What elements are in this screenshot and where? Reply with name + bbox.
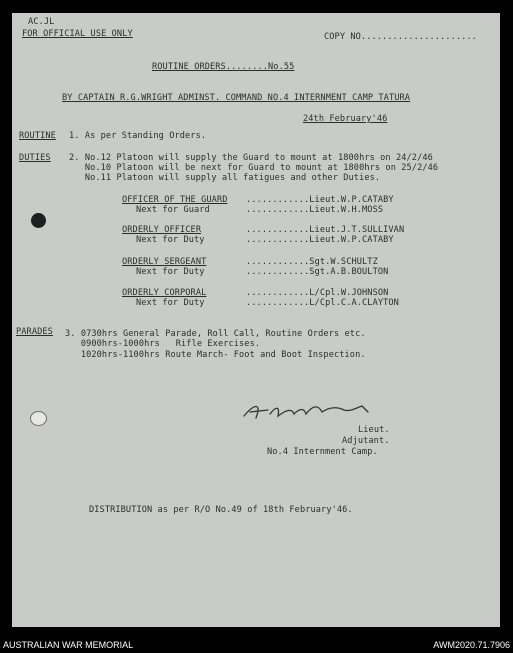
parades-line: 3. 0730hrs General Parade, Roll Call, Routine Orders etc. [65, 329, 366, 339]
signature-rank: Lieut. [358, 425, 390, 435]
roster-next-label: Next for Duty [136, 298, 205, 308]
signature-title: Adjutant. [342, 436, 390, 446]
document-page [12, 13, 500, 627]
parades-line: 0900hrs-1000hrs Rifle Exercises. [65, 339, 261, 349]
roster-role: ORDERLY OFFICER [122, 225, 202, 235]
roster-role: ORDERLY CORPORAL [122, 288, 207, 298]
roster-next-name: ............Lieut.W.H.MOSS [246, 205, 384, 215]
document-date: 24th February'46 [303, 114, 388, 124]
roster-name: ............Sgt.W.SCHULTZ [246, 257, 378, 267]
parades-line: 1020hrs-1100hrs Route March- Foot and Boot Inspection. [65, 350, 366, 360]
roster-next-label: Next for Duty [136, 235, 205, 245]
copy-number: COPY NO...................... [324, 32, 477, 42]
issuing-authority: BY CAPTAIN R.G.WRIGHT ADMINST. COMMAND NO.4 INTERNMENT CAMP TATURA [62, 93, 411, 103]
duties-label: DUTIES [19, 153, 51, 163]
duties-line: No.10 Platoon will be next for Guard to mount at 1800hrs on 25/2/46 [69, 163, 439, 173]
roster-role: OFFICER OF THE GUARD [122, 195, 228, 205]
roster-next-name: ............L/Cpl.C.A.CLAYTON [246, 298, 399, 308]
roster-name: ............Lieut.W.P.CATABY [246, 195, 394, 205]
roster-next-name: ............Lieut.W.P.CATABY [246, 235, 394, 245]
punch-hole [31, 213, 46, 228]
roster-name: ............Lieut.J.T.SULLIVAN [246, 225, 405, 235]
classification-label: FOR OFFICIAL USE ONLY [22, 29, 133, 39]
routine-text: 1. As per Standing Orders. [69, 131, 207, 141]
document-ref: AC.JL [28, 17, 55, 27]
footer-accession-number: AWM2020.71.7906 [433, 640, 510, 650]
handwritten-signature [240, 396, 380, 424]
duties-line: No.11 Platoon will supply all fatigues and other Duties. [69, 173, 381, 183]
roster-next-label: Next for Guard [136, 205, 210, 215]
roster-role: ORDERLY SERGEANT [122, 257, 207, 267]
footer-credit: AUSTRALIAN WAR MEMORIAL [3, 640, 134, 650]
roster-next-label: Next for Duty [136, 267, 205, 277]
parades-label: PARADES [16, 327, 53, 337]
punch-hole [30, 411, 47, 426]
document-heading: ROUTINE ORDERS........No.55 [152, 62, 295, 72]
duties-line: 2. No.12 Platoon will supply the Guard to mount at 1800hrs on 24/2/46 [69, 153, 433, 163]
routine-label: ROUTINE [19, 131, 56, 141]
roster-next-name: ............Sgt.A.B.BOULTON [246, 267, 389, 277]
signature-unit: No.4 Internment Camp. [267, 447, 378, 457]
distribution-note: DISTRIBUTION as per R/O No.49 of 18th February'46. [89, 505, 353, 515]
roster-name: ............L/Cpl.W.JOHNSON [246, 288, 389, 298]
